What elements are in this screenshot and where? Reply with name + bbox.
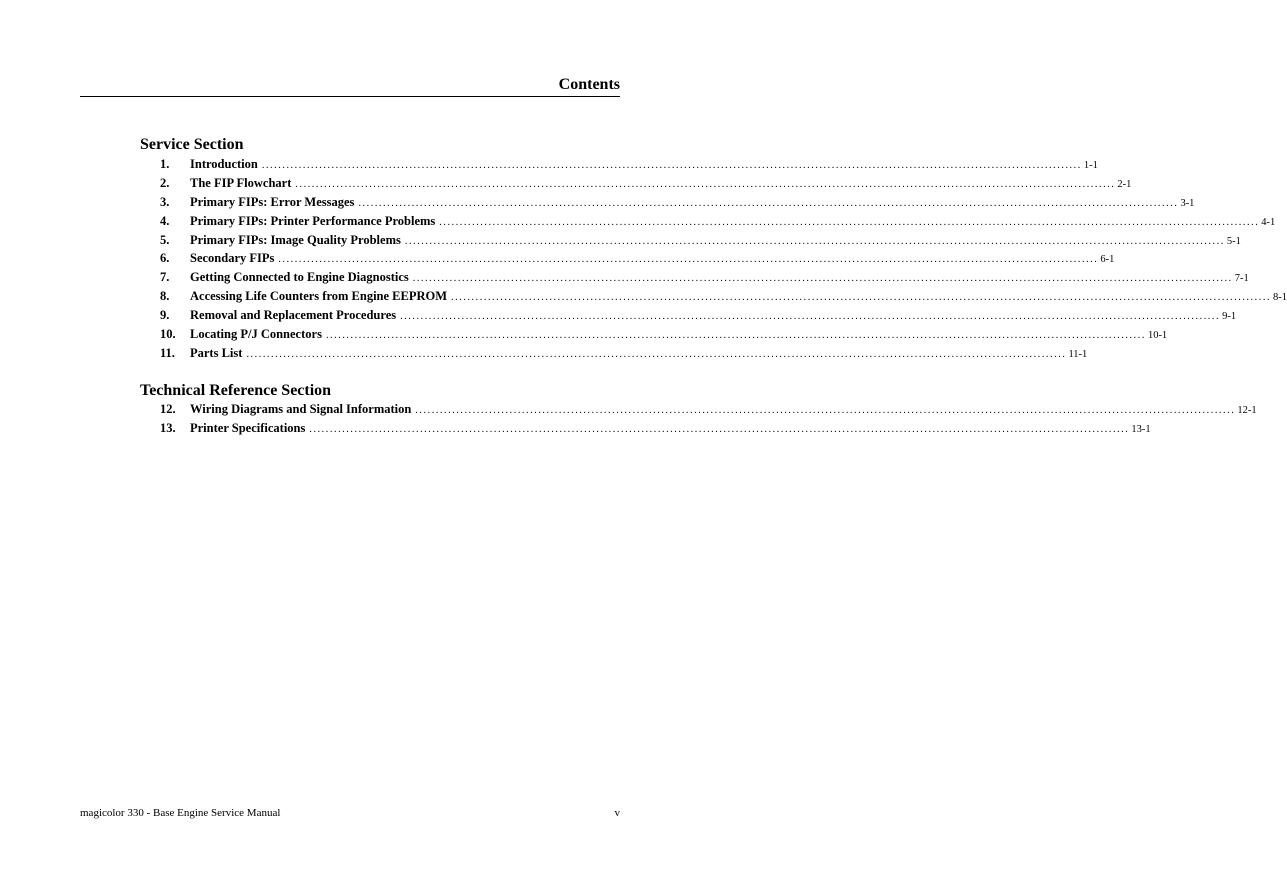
dot-leader: ........................................................................................................................................................................................................	[404, 235, 1225, 247]
page-title: Contents	[558, 76, 620, 93]
toc-entry[interactable]	[160, 344, 1088, 363]
toc-entry-title[interactable]: Locating P/J Connectors	[190, 327, 322, 342]
toc-entry-number: 12.	[160, 402, 176, 416]
toc-entry-number: 11.	[160, 345, 175, 360]
toc-entry-page[interactable]: 5-1	[1226, 235, 1241, 247]
toc-entry[interactable]	[160, 268, 1249, 287]
toc-entry[interactable]	[160, 212, 1276, 231]
toc-entry-title[interactable]: Accessing Life Counters from Engine EEPROM	[190, 289, 448, 304]
toc-entry-title[interactable]: Wiring Diagrams and Signal Information	[190, 402, 412, 416]
toc-entry-number: 13.	[160, 420, 176, 435]
toc-entry-page[interactable]: 2-1	[1117, 178, 1132, 190]
toc-entry-title[interactable]: Introduction	[190, 157, 258, 171]
dot-leader: ........................................................................................................................................................................................................	[325, 330, 1146, 342]
toc-entry-number: 8.	[160, 289, 170, 304]
footer-manual-title: magicolor 330 - Base Engine Service Manual	[80, 807, 281, 819]
dot-leader: ........................................................................................................................................................................................................	[246, 348, 1067, 360]
toc-entry-title[interactable]: Secondary FIPs	[190, 251, 275, 266]
toc-entry-page[interactable]: 12-1	[1237, 405, 1257, 416]
section-title-service: Service Section	[140, 136, 244, 153]
toc-entry-page[interactable]: 9-1	[1222, 311, 1237, 323]
toc-entry-title[interactable]: Primary FIPs: Image Quality Problems	[190, 232, 401, 247]
toc-list-service	[160, 155, 1287, 363]
footer-page-number: v	[614, 807, 620, 819]
dot-leader: ........................................................................................................................................................................................................	[412, 273, 1233, 285]
toc-entry[interactable]	[160, 287, 1287, 306]
toc-entry-title[interactable]: Primary FIPs: Error Messages	[190, 194, 355, 209]
toc-list-technical-reference	[160, 400, 1257, 438]
toc-entry-page[interactable]: 4-1	[1261, 216, 1276, 228]
dot-leader: ........................................................................................................................................................................................................	[278, 254, 1099, 266]
dot-leader: ........................................................................................................................................................................................................	[415, 405, 1236, 416]
toc-entry-title[interactable]: Removal and Replacement Procedures	[190, 308, 397, 323]
dot-leader: ........................................................................................................................................................................................................	[309, 423, 1130, 435]
toc-entry-number: 4.	[160, 213, 170, 228]
toc-entry-number: 7.	[160, 270, 170, 285]
toc-entry-page[interactable]: 13-1	[1131, 423, 1151, 435]
toc-entry[interactable]	[160, 155, 1098, 174]
toc-entry-number: 9.	[160, 308, 170, 323]
dot-leader: ........................................................................................................................................................................................................	[400, 311, 1221, 323]
toc-entry-title[interactable]: Primary FIPs: Printer Performance Problems	[190, 213, 436, 228]
toc-entry-page[interactable]: 8-1	[1273, 292, 1287, 304]
toc-entry-number: 5.	[160, 232, 170, 247]
toc-entry-title[interactable]: The FIP Flowchart	[190, 175, 292, 190]
section-title-technical-reference: Technical Reference Section	[140, 382, 332, 399]
header-rule	[80, 96, 620, 97]
toc-entry-page[interactable]: 6-1	[1100, 254, 1115, 266]
toc-entry-number: 10.	[160, 327, 176, 342]
toc-entry[interactable]	[160, 325, 1168, 344]
toc-entry-number: 1.	[160, 157, 170, 171]
toc-entry-page[interactable]: 1-1	[1083, 160, 1098, 171]
toc-entry[interactable]	[160, 231, 1241, 250]
dot-leader: ........................................................................................................................................................................................................	[358, 197, 1179, 209]
toc-entry-page[interactable]: 3-1	[1180, 197, 1195, 209]
toc-entry-number: 3.	[160, 194, 170, 209]
toc-entry-number: 2.	[160, 175, 170, 190]
dot-leader: ........................................................................................................................................................................................................	[439, 216, 1260, 228]
toc-entry-page[interactable]: 10-1	[1147, 330, 1168, 342]
toc-entry[interactable]	[160, 306, 1237, 325]
dot-leader: ........................................................................................................................................................................................................	[261, 160, 1082, 171]
toc-entry-title[interactable]: Getting Connected to Engine Diagnostics	[190, 270, 409, 285]
dot-leader: ........................................................................................................................................................................................................	[451, 292, 1272, 304]
toc-entry[interactable]	[160, 249, 1115, 268]
toc-entry[interactable]	[160, 193, 1195, 212]
toc-entry-number: 6.	[160, 251, 170, 266]
toc-entry-page[interactable]: 11-1	[1068, 348, 1088, 360]
toc-entry[interactable]	[160, 419, 1151, 438]
toc-entry[interactable]	[160, 174, 1132, 193]
toc-entry[interactable]	[160, 400, 1257, 419]
toc-entry-title[interactable]: Printer Specifications	[190, 420, 306, 435]
dot-leader: ........................................................................................................................................................................................................	[295, 178, 1116, 190]
toc-entry-title[interactable]: Parts List	[190, 345, 243, 360]
toc-entry-page[interactable]: 7-1	[1234, 273, 1249, 285]
